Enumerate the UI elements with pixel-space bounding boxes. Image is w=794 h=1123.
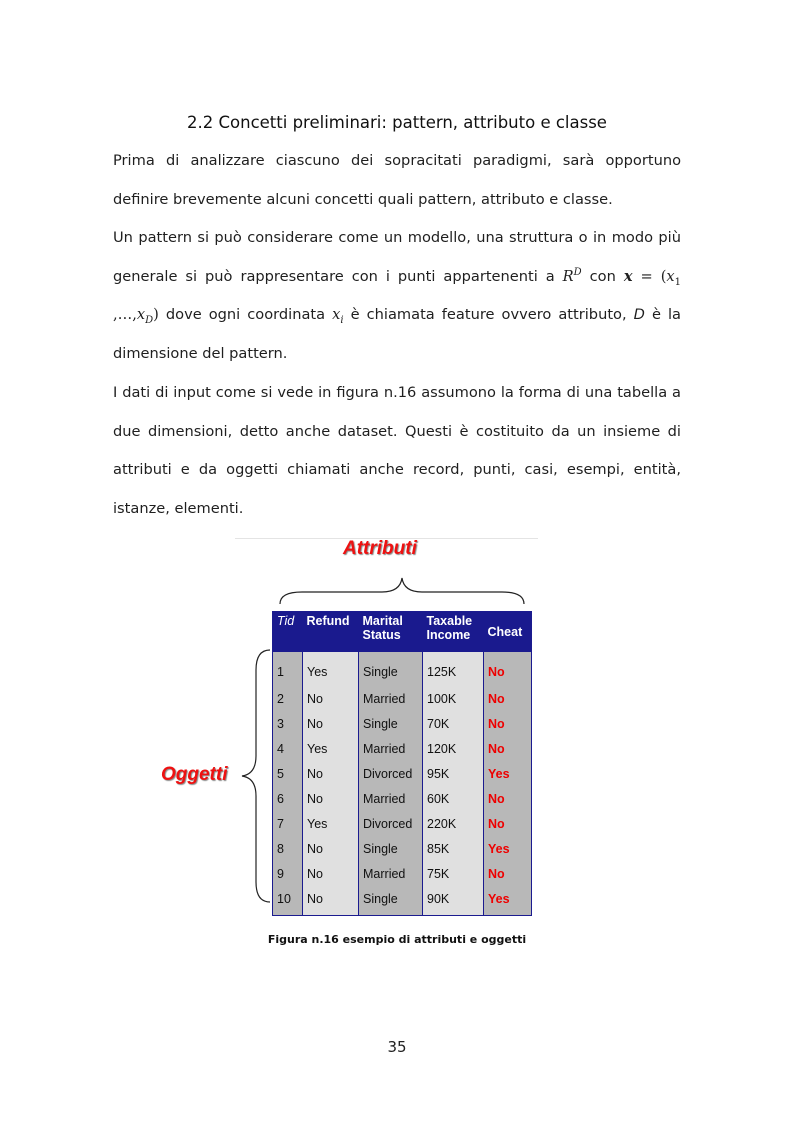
cell-income: 95K bbox=[423, 761, 484, 786]
figure-caption: Figura n.16 esempio di attributi e oggetti bbox=[267, 933, 527, 946]
math-D: D bbox=[633, 306, 645, 323]
cell-refund: No bbox=[303, 761, 359, 786]
table-row bbox=[273, 786, 532, 811]
cell-refund: No bbox=[303, 836, 359, 861]
header-text: Income bbox=[426, 628, 471, 642]
cell-cheat: No bbox=[484, 786, 532, 811]
math-R: R bbox=[562, 267, 574, 285]
body-paragraph-3 bbox=[113, 374, 681, 528]
cell-tid: 1 bbox=[273, 652, 303, 686]
cell-cheat: Yes bbox=[484, 836, 532, 861]
header-marital-status bbox=[359, 612, 423, 653]
table-row bbox=[273, 761, 532, 786]
table-row bbox=[273, 711, 532, 736]
header-text: Taxable bbox=[426, 614, 473, 628]
section-heading: 2.2 Concetti preliminari: pattern, attributo e classe bbox=[187, 113, 607, 132]
text-run: con bbox=[581, 267, 624, 285]
header-cheat: Cheat bbox=[484, 612, 532, 653]
math-xD-subscript: D bbox=[145, 314, 154, 326]
cell-status: Divorced bbox=[359, 811, 423, 836]
cell-cheat: No bbox=[484, 811, 532, 836]
text-run: dove ogni coordinata bbox=[158, 306, 333, 323]
cell-refund: No bbox=[303, 786, 359, 811]
oggetti-label: Oggetti bbox=[161, 764, 228, 785]
paragraph-text bbox=[113, 219, 681, 373]
table-row bbox=[273, 736, 532, 761]
text-run: è la dimensione del pattern. bbox=[113, 306, 681, 362]
cell-cheat: No bbox=[484, 686, 532, 711]
header-text: Marital bbox=[362, 614, 403, 628]
cell-tid: 5 bbox=[273, 761, 303, 786]
math-close: ) bbox=[153, 306, 159, 323]
cell-income: 120K bbox=[423, 736, 484, 761]
table-header-row bbox=[273, 612, 532, 653]
cell-tid: 9 bbox=[273, 861, 303, 886]
cell-income: 75K bbox=[423, 861, 484, 886]
dataset-table bbox=[272, 611, 532, 916]
header-taxable-income bbox=[423, 612, 484, 653]
cell-status: Single bbox=[359, 652, 423, 686]
header-tid: Tid bbox=[273, 612, 303, 653]
cell-income: 220K bbox=[423, 811, 484, 836]
text-run: è chiamata feature ovvero attributo, bbox=[343, 306, 634, 323]
cell-tid: 6 bbox=[273, 786, 303, 811]
cell-income: 125K bbox=[423, 652, 484, 686]
cell-tid: 2 bbox=[273, 686, 303, 711]
cell-refund: No bbox=[303, 861, 359, 886]
body-paragraph-1 bbox=[113, 142, 681, 219]
cell-tid: 3 bbox=[273, 711, 303, 736]
math-x1-subscript: 1 bbox=[674, 276, 681, 288]
cell-cheat: No bbox=[484, 711, 532, 736]
cell-income: 90K bbox=[423, 886, 484, 916]
math-eq: = ( bbox=[632, 267, 667, 285]
cell-cheat: No bbox=[484, 736, 532, 761]
cell-refund: No bbox=[303, 686, 359, 711]
paragraph-text: Prima di analizzare ciascuno dei sopracitati paradigmi, sarà opportuno definire brevemente alcuni concetti quali pattern, attributo e classe. bbox=[113, 152, 681, 208]
cell-tid: 8 bbox=[273, 836, 303, 861]
math-x1: x bbox=[666, 267, 675, 285]
cell-status: Single bbox=[359, 711, 423, 736]
cell-status: Married bbox=[359, 736, 423, 761]
table-row bbox=[273, 886, 532, 916]
body-paragraph-2 bbox=[113, 219, 681, 373]
cell-tid: 4 bbox=[273, 736, 303, 761]
math-xi: x bbox=[332, 306, 341, 323]
table-row bbox=[273, 861, 532, 886]
table-row bbox=[273, 652, 532, 686]
math-xD: x bbox=[136, 306, 146, 323]
cell-status: Married bbox=[359, 861, 423, 886]
cell-refund: Yes bbox=[303, 652, 359, 686]
page-number: 35 bbox=[387, 1038, 407, 1056]
table-row bbox=[273, 686, 532, 711]
cell-income: 100K bbox=[423, 686, 484, 711]
cell-status: Single bbox=[359, 886, 423, 916]
cell-cheat: Yes bbox=[484, 886, 532, 916]
text-run: Un pattern si può considerare come un modello, una struttura o in modo più generale si può rappresentare con i punti appartenenti a bbox=[113, 229, 681, 285]
header-refund: Refund bbox=[303, 612, 359, 653]
cell-income: 85K bbox=[423, 836, 484, 861]
cell-income: 60K bbox=[423, 786, 484, 811]
cell-income: 70K bbox=[423, 711, 484, 736]
cell-refund: Yes bbox=[303, 811, 359, 836]
math-R-superscript: D bbox=[573, 266, 582, 278]
table-row bbox=[273, 811, 532, 836]
header-text: Status bbox=[362, 628, 401, 642]
math-x-bold: x bbox=[623, 267, 633, 285]
attributi-label: Attributi bbox=[343, 538, 417, 559]
paragraph-text: I dati di input come si vede in figura n.16 assumono la forma di una tabella a due dimensioni, detto anche dataset. Questi è costituito da un insieme di attributi e da oggetti chiamati anche record, punti, casi, esempi, entità, istanze, elementi. bbox=[113, 384, 681, 517]
cell-refund: No bbox=[303, 711, 359, 736]
cell-status: Married bbox=[359, 686, 423, 711]
cell-tid: 7 bbox=[273, 811, 303, 836]
cell-refund: Yes bbox=[303, 736, 359, 761]
horizontal-brace-icon bbox=[272, 574, 532, 606]
vertical-brace-icon bbox=[238, 648, 272, 904]
cell-cheat: No bbox=[484, 652, 532, 686]
cell-status: Single bbox=[359, 836, 423, 861]
math-dots: ,…, bbox=[113, 306, 137, 323]
cell-cheat: Yes bbox=[484, 761, 532, 786]
math-xi-subscript: i bbox=[340, 314, 344, 326]
cell-refund: No bbox=[303, 886, 359, 916]
cell-status: Married bbox=[359, 786, 423, 811]
table-row bbox=[273, 836, 532, 861]
cell-status: Divorced bbox=[359, 761, 423, 786]
cell-tid: 10 bbox=[273, 886, 303, 916]
cell-cheat: No bbox=[484, 861, 532, 886]
